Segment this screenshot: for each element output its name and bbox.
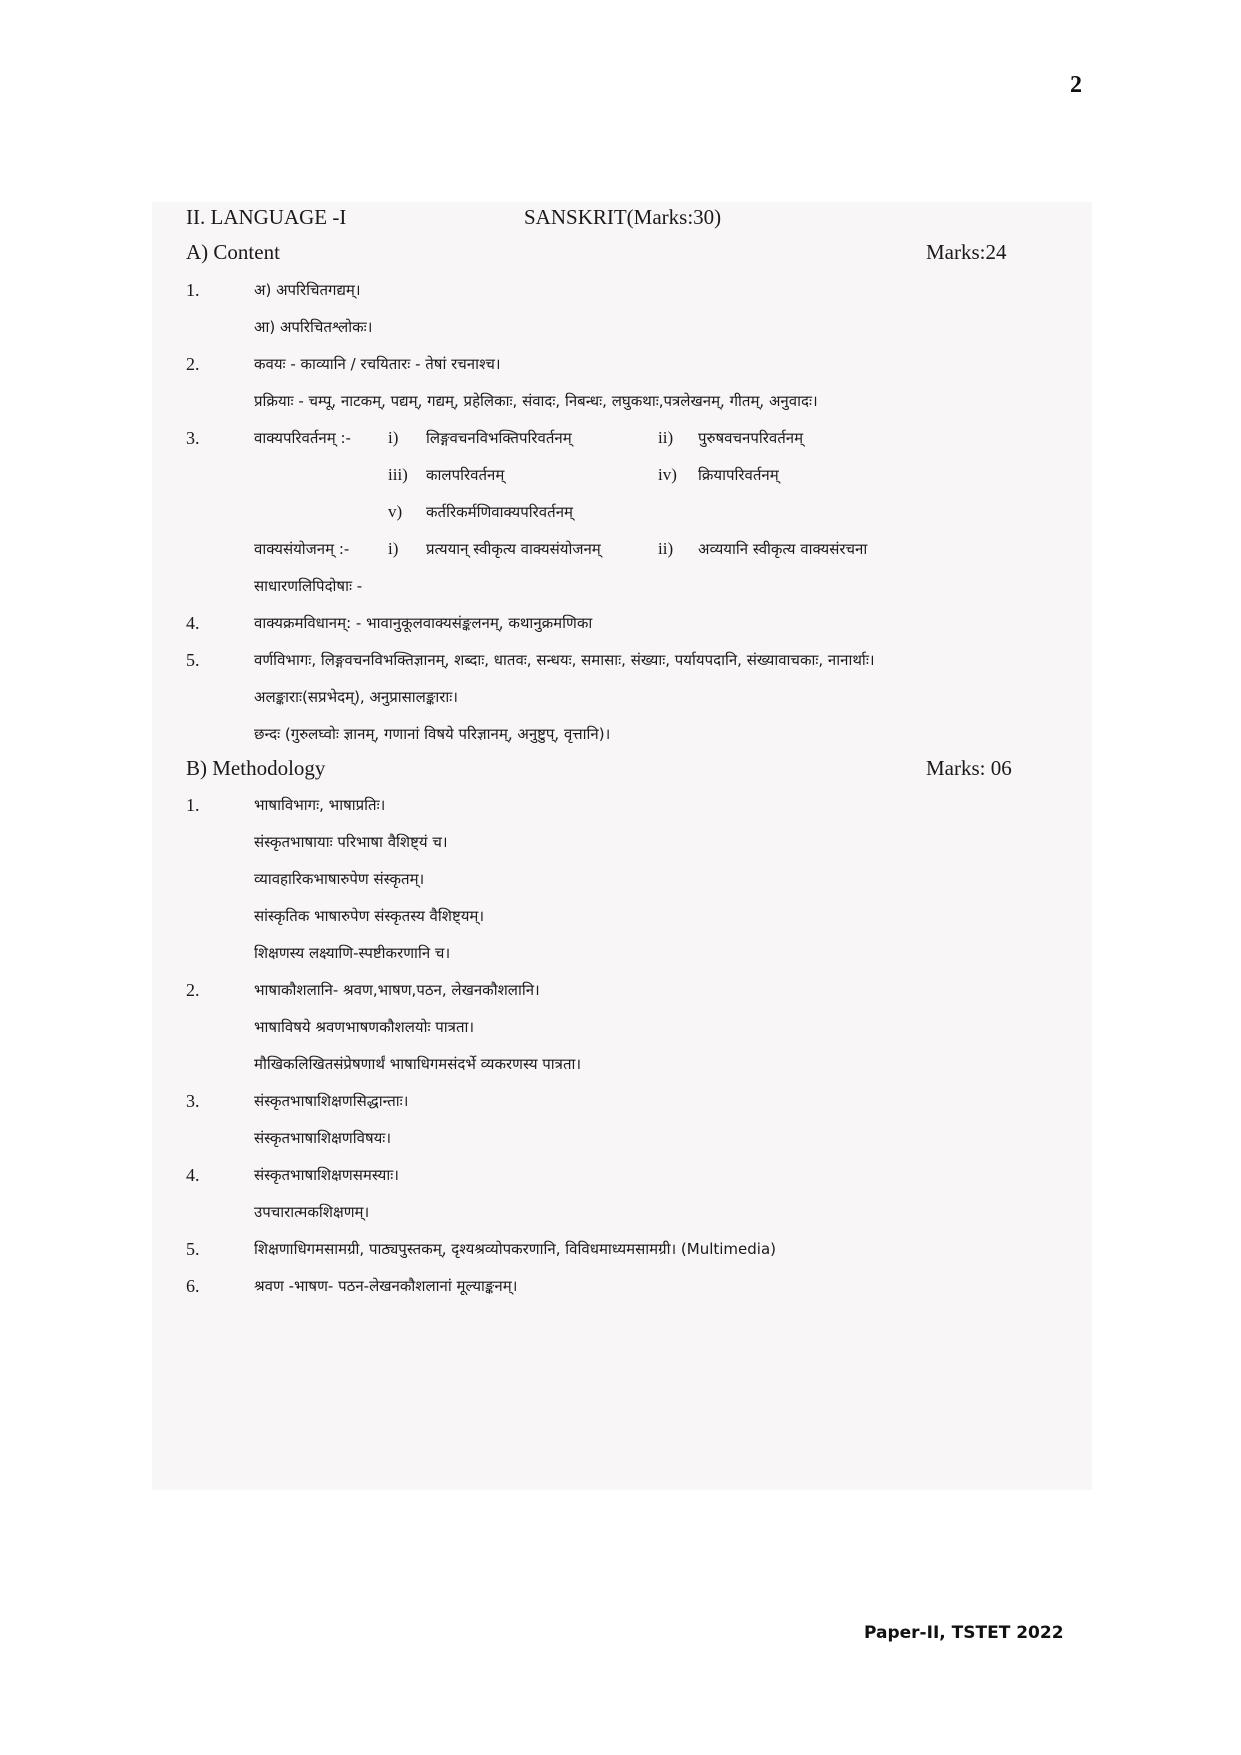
item-number: 4. bbox=[186, 1165, 200, 1185]
item-number: 4. bbox=[186, 613, 200, 633]
content-item-1 bbox=[152, 275, 1092, 305]
item-number: 5. bbox=[186, 650, 200, 670]
item-number: 6. bbox=[186, 1276, 200, 1296]
methodology-item-1-line-5 bbox=[152, 938, 1092, 968]
methodology-item-1-line-3 bbox=[152, 864, 1092, 894]
methodology-item-5 bbox=[152, 1234, 1092, 1264]
item-number: 1. bbox=[186, 280, 200, 300]
item-line: भाषाविभागः, भाषाप्रतिः। bbox=[254, 796, 386, 814]
item-line: साधारणलिपिदोषाः - bbox=[254, 577, 363, 595]
content-item-5-line-2 bbox=[152, 682, 1092, 712]
item-line: आ) अपरिचितश्लोकः। bbox=[254, 318, 373, 336]
methodology-item-4 bbox=[152, 1160, 1092, 1190]
item-line: व्यावहारिकभाषारुपेण संस्कृतम्। bbox=[254, 870, 425, 888]
option-text: कर्तरिकर्मणिवाक्यपरिवर्तनम् bbox=[426, 503, 573, 521]
section-title-sanskrit: SANSKRIT(Marks:30) bbox=[524, 205, 722, 229]
content-heading: A) Content bbox=[186, 240, 280, 264]
content-item-3 bbox=[152, 423, 1092, 453]
methodology-item-4-line-2 bbox=[152, 1197, 1092, 1227]
item-line: शिक्षणस्य लक्ष्याणि-स्पष्टीकरणानि च। bbox=[254, 944, 451, 962]
content-item-3-lipi-dosha bbox=[152, 571, 1092, 601]
option-roman: i) bbox=[388, 539, 399, 558]
item-line: सांस्कृतिक भाषारुपेण संस्कृतस्य वैशिष्ट्यम्। bbox=[254, 907, 485, 925]
methodology-heading: B) Methodology bbox=[186, 756, 326, 780]
methodology-marks: Marks: 06 bbox=[926, 756, 1012, 780]
methodology-item-6 bbox=[152, 1271, 1092, 1301]
item-number: 3. bbox=[186, 1091, 200, 1111]
option-roman: ii) bbox=[658, 539, 674, 558]
content-heading-row bbox=[152, 237, 1092, 267]
page-footer: Paper-II, TSTET 2022 bbox=[864, 1623, 1064, 1643]
item-number: 2. bbox=[186, 354, 200, 374]
methodology-item-3 bbox=[152, 1086, 1092, 1116]
option-text: लिङ्गवचनविभक्तिपरिवर्तनम् bbox=[426, 429, 572, 447]
item-line: संस्कृतभाषाशिक्षणसमस्याः। bbox=[254, 1166, 399, 1184]
item-line: शिक्षणाधिगमसामग्री, पाठ्यपुस्तकम्, दृश्यश्रव्योपकरणानि, विविधमाध्यमसामग्री। (Multimedia) bbox=[254, 1240, 776, 1258]
content-item-3-row-2 bbox=[152, 460, 1092, 490]
option-roman: v) bbox=[388, 502, 403, 521]
section-title-row bbox=[152, 202, 1092, 232]
item-line: भाषाविषये श्रवणभाषणकौशलयोः पात्रता। bbox=[254, 1018, 475, 1036]
item-line: मौखिकलिखितसंप्रेषणार्थं भाषाधिगमसंदर्भे व्यकरणस्य पात्रता। bbox=[254, 1055, 582, 1073]
item-line: छन्दः (गुरुलघ्वोः ज्ञानम्, गणानां विषये परिज्ञानम्, अनुष्टुप्, वृत्तानि)। bbox=[254, 725, 611, 743]
methodology-item-1-line-2 bbox=[152, 827, 1092, 857]
methodology-item-1-line-4 bbox=[152, 901, 1092, 931]
item-line: श्रवण -भाषण- पठन-लेखनकौशलानां मूल्याङ्कनम्। bbox=[254, 1277, 518, 1295]
option-text: क्रियापरिवर्तनम् bbox=[698, 466, 779, 484]
content-item-5-line-3 bbox=[152, 719, 1092, 749]
methodology-heading-row bbox=[152, 753, 1092, 783]
vakya-parivartanam-label: वाक्यपरिवर्तनम् :- bbox=[254, 429, 351, 447]
content-item-1-line-2 bbox=[152, 312, 1092, 342]
item-line: संस्कृतभाषाशिक्षणविषयः। bbox=[254, 1129, 392, 1147]
item-number: 3. bbox=[186, 428, 200, 448]
content-item-4 bbox=[152, 608, 1092, 638]
option-text: कालपरिवर्तनम् bbox=[426, 466, 505, 484]
item-line: वाक्यक्रमविधानम्: - भावानुकूलवाक्यसंङ्कलनम्, कथानुक्रमणिका bbox=[254, 614, 593, 632]
item-line: अलङ्काराः(सप्रभेदम्), अनुप्रासालङ्काराः। bbox=[254, 688, 458, 706]
item-line: अ) अपरिचितगद्यम्। bbox=[254, 281, 361, 299]
option-text: पुरुषवचनपरिवर्तनम् bbox=[698, 429, 804, 447]
item-line: भाषाकौशलानि- श्रवण,भाषण,पठन, लेखनकौशलानि। bbox=[254, 981, 540, 999]
item-number: 2. bbox=[186, 980, 200, 1000]
methodology-item-1 bbox=[152, 790, 1092, 820]
option-roman: i) bbox=[388, 428, 399, 447]
page-number: 2 bbox=[1070, 72, 1082, 98]
item-line: प्रक्रियाः - चम्पू, नाटकम्, पद्यम्, गद्यम्, प्रहेलिकाः, संवादः, निबन्धः, लघुकथाः,पत्रलेखनम्, गीतम्, अनुवादः। bbox=[254, 392, 818, 410]
content-item-2-line-2 bbox=[152, 386, 1092, 416]
syllabus-panel bbox=[152, 202, 1092, 1490]
item-number: 5. bbox=[186, 1239, 200, 1259]
content-item-5 bbox=[152, 645, 1092, 675]
item-line: वर्णविभागः, लिङ्गवचनविभक्तिज्ञानम्, शब्दाः, धातवः, सन्धयः, समासाः, संख्याः, पर्यायपदानि, संख्यावाचकाः, नानार्थाः। bbox=[254, 651, 875, 669]
option-roman: ii) bbox=[658, 428, 674, 447]
item-line: संस्कृतभाषायाः परिभाषा वैशिष्ट्यं च। bbox=[254, 833, 448, 851]
vakya-samyojanam-label: वाक्यसंयोजनम् :- bbox=[254, 540, 350, 558]
option-text: प्रत्ययान् स्वीकृत्य वाक्यसंयोजनम् bbox=[426, 540, 601, 558]
content-marks: Marks:24 bbox=[926, 240, 1007, 264]
methodology-item-3-line-2 bbox=[152, 1123, 1092, 1153]
option-roman: iii) bbox=[388, 465, 408, 484]
option-roman: iv) bbox=[658, 465, 677, 484]
content-item-3-samyojanam bbox=[152, 534, 1092, 564]
methodology-item-2-line-2 bbox=[152, 1012, 1092, 1042]
item-line: कवयः - काव्यानि / रचयितारः - तेषां रचनाश्च। bbox=[254, 355, 501, 373]
content-item-2 bbox=[152, 349, 1092, 379]
item-line: संस्कृतभाषाशिक्षणसिद्धान्ताः। bbox=[254, 1092, 409, 1110]
methodology-item-2 bbox=[152, 975, 1092, 1005]
section-title-language: II. LANGUAGE -I bbox=[186, 205, 347, 229]
option-text: अव्ययानि स्वीकृत्य वाक्यसंरचना bbox=[698, 540, 868, 558]
content-item-3-row-3 bbox=[152, 497, 1092, 527]
methodology-item-2-line-3 bbox=[152, 1049, 1092, 1079]
item-number: 1. bbox=[186, 795, 200, 815]
item-line: उपचारात्मकशिक्षणम्। bbox=[254, 1203, 370, 1221]
